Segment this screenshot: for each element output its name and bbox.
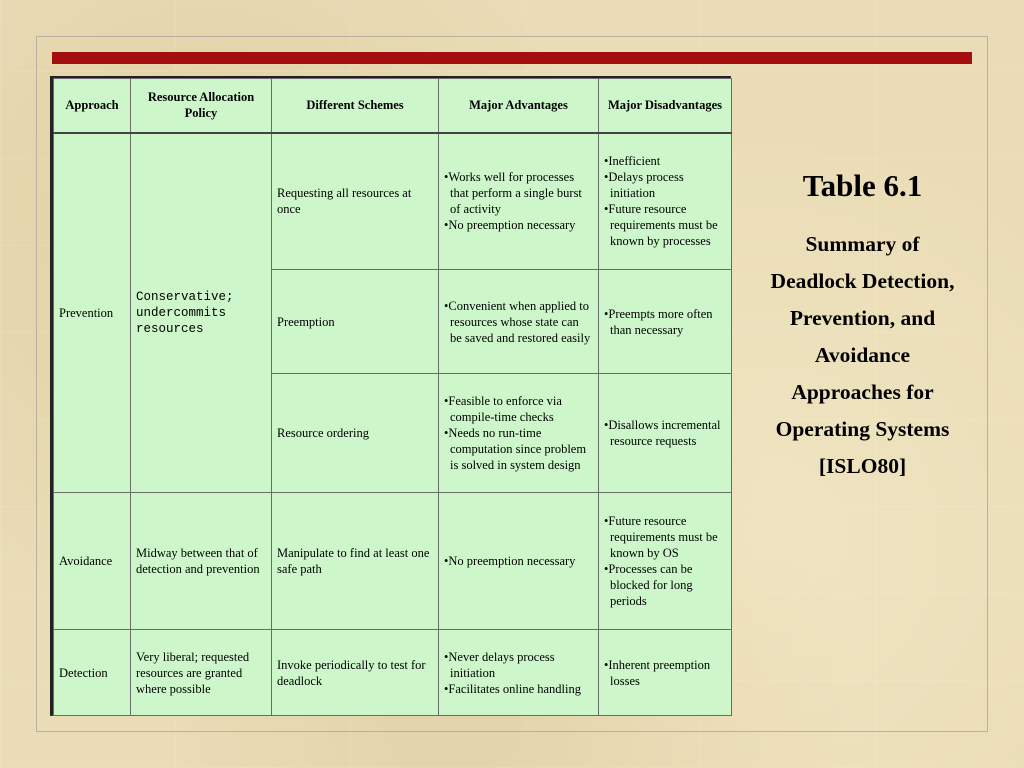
scheme-cell: Manipulate to find at least one safe path xyxy=(272,493,439,630)
list-item: • Future resource requirements must be known by processes xyxy=(604,201,726,249)
list-item: • Facilitates online handling xyxy=(444,681,593,697)
scheme-cell: Requesting all resources at once xyxy=(272,133,439,270)
side-caption xyxy=(760,160,965,485)
summary-table-container xyxy=(50,76,731,716)
list-item: • Inherent preemption losses xyxy=(604,657,726,689)
list-item: • Preempts more often than necessary xyxy=(604,306,726,338)
title-accent-bar xyxy=(52,52,972,64)
advantages-cell xyxy=(439,374,599,493)
header-schemes: Different Schemes xyxy=(272,79,439,133)
disadvantages-cell xyxy=(599,630,732,716)
approach-cell: Avoidance xyxy=(54,493,131,630)
list-item: • Inefficient xyxy=(604,153,726,169)
slide-subtitle: Summary of Deadlock Detection, Prevention, and Avoidance Approaches for Operating Systems [ISLO80] xyxy=(770,232,955,478)
list-item: • No preemption necessary xyxy=(444,553,593,569)
advantages-cell xyxy=(439,270,599,374)
list-item: • No preemption necessary xyxy=(444,217,593,233)
list-item: • Never delays process initiation xyxy=(444,649,593,681)
policy-cell: Very liberal; requested resources are granted where possible xyxy=(131,630,272,716)
approach-cell: Detection xyxy=(54,630,131,716)
summary-table xyxy=(53,78,732,716)
policy-cell: Midway between that of detection and prevention xyxy=(131,493,272,630)
list-item: • Works well for processes that perform a single burst of activity xyxy=(444,169,593,217)
list-item: • Delays process initiation xyxy=(604,169,726,201)
advantages-cell xyxy=(439,630,599,716)
header-disadvantages: Major Disadvantages xyxy=(599,79,732,133)
slide-title: Table 6.1 xyxy=(802,168,923,203)
policy-cell: Conservative; undercommits resources xyxy=(131,133,272,493)
list-item: • Needs no run-time computation since problem is solved in system design xyxy=(444,425,593,473)
disadvantages-cell xyxy=(599,493,732,630)
list-item: • Convenient when applied to resources whose state can be saved and restored easily xyxy=(444,298,593,346)
scheme-cell: Invoke periodically to test for deadlock xyxy=(272,630,439,716)
list-item: • Feasible to enforce via compile-time checks xyxy=(444,393,593,425)
header-row xyxy=(54,79,732,133)
approach-cell: Prevention xyxy=(54,133,131,493)
list-item: • Future resource requirements must be known by OS xyxy=(604,513,726,561)
header-advantages: Major Advantages xyxy=(439,79,599,133)
list-item: • Disallows incremental resource requests xyxy=(604,417,726,449)
table-row xyxy=(54,133,732,270)
disadvantages-cell xyxy=(599,374,732,493)
scheme-cell: Resource ordering xyxy=(272,374,439,493)
table-row xyxy=(54,493,732,630)
scheme-cell: Preemption xyxy=(272,270,439,374)
disadvantages-cell xyxy=(599,270,732,374)
disadvantages-cell xyxy=(599,133,732,270)
list-item: • Processes can be blocked for long periods xyxy=(604,561,726,609)
advantages-cell xyxy=(439,133,599,270)
table-row xyxy=(54,630,732,716)
header-approach: Approach xyxy=(54,79,131,133)
advantages-cell xyxy=(439,493,599,630)
header-policy: Resource Allocation Policy xyxy=(131,79,272,133)
